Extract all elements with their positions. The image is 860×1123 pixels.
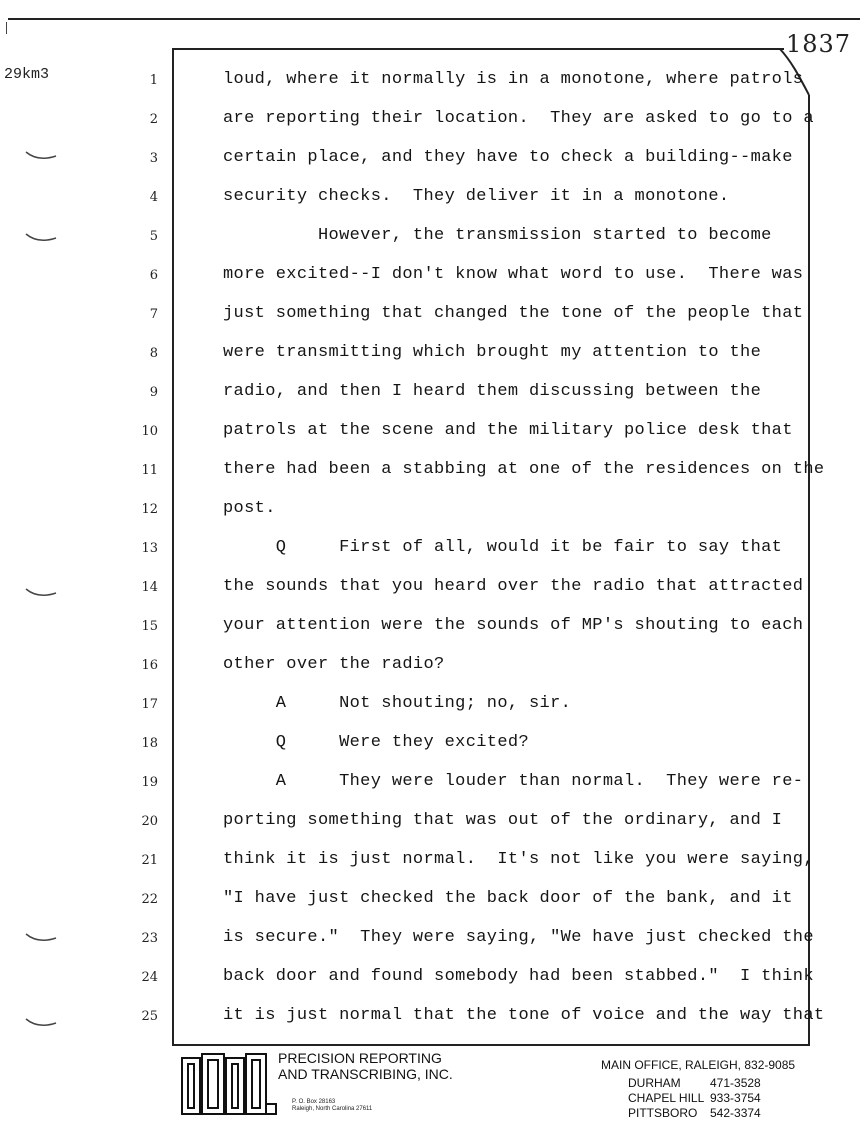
margin-punch-mark bbox=[24, 930, 60, 946]
line-number: 6 bbox=[149, 268, 158, 283]
transcript-line: security checks. They deliver it in a monotone. bbox=[223, 187, 730, 206]
transcript-line: back door and found somebody had been stabbed." I think bbox=[223, 967, 814, 986]
line-number: 20 bbox=[141, 814, 158, 829]
frame-top-border bbox=[172, 48, 784, 50]
address-line1: P. O. Box 28163 bbox=[292, 1099, 336, 1105]
office-phone: 471-3528 bbox=[710, 1076, 761, 1090]
office-city: PITTSBORO bbox=[628, 1106, 698, 1120]
transcript-line: just something that changed the tone of the people that bbox=[223, 304, 804, 323]
line-number: 10 bbox=[141, 424, 158, 439]
company-name-line1: PRECISION REPORTING bbox=[278, 1050, 442, 1066]
top-rule bbox=[8, 18, 860, 20]
line-number: 17 bbox=[141, 697, 158, 712]
transcript-line: more excited--I don't know what word to use. There was bbox=[223, 265, 804, 284]
office-phone: 542-3374 bbox=[710, 1106, 761, 1120]
line-number: 23 bbox=[141, 931, 158, 946]
line-number: 4 bbox=[149, 190, 158, 205]
margin-punch-mark bbox=[24, 585, 60, 601]
company-address bbox=[292, 1099, 372, 1113]
transcript-line: post. bbox=[223, 499, 276, 518]
transcript-line: are reporting their location. They are asked to go to a bbox=[223, 109, 814, 128]
transcript-line: porting something that was out of the ordinary, and I bbox=[223, 811, 783, 830]
transcript-line: think it is just normal. It's not like you were saying, bbox=[223, 850, 814, 869]
margin-punch-mark bbox=[24, 148, 60, 164]
office-city: CHAPEL HILL bbox=[628, 1091, 705, 1105]
main-office-phone: MAIN OFFICE, RALEIGH, 832-9085 bbox=[601, 1058, 796, 1072]
line-number: 8 bbox=[149, 346, 158, 361]
line-number: 12 bbox=[141, 502, 158, 517]
transcript-line: is secure." They were saying, "We have just checked the bbox=[223, 928, 814, 947]
line-number: 2 bbox=[149, 112, 158, 127]
margin-punch-mark bbox=[24, 230, 60, 246]
company-name bbox=[278, 1050, 453, 1082]
line-number: 18 bbox=[141, 736, 158, 751]
transcript-line: A Not shouting; no, sir. bbox=[223, 694, 572, 713]
transcript-line: it is just normal that the tone of voice and the way that bbox=[223, 1006, 825, 1025]
transcript-line: patrols at the scene and the military police desk that bbox=[223, 421, 793, 440]
line-number: 19 bbox=[141, 775, 158, 790]
line-number: 3 bbox=[149, 151, 158, 166]
transcript-line: However, the transmission started to become bbox=[223, 226, 772, 245]
address-line2: Raleigh, North Carolina 27611 bbox=[292, 1106, 373, 1112]
transcript-line: Q Were they excited? bbox=[223, 733, 529, 752]
line-number: 13 bbox=[141, 541, 158, 556]
line-number: 21 bbox=[141, 853, 158, 868]
line-number: 25 bbox=[141, 1009, 158, 1024]
transcript-line: your attention were the sounds of MP's shouting to each bbox=[223, 616, 804, 635]
transcript-line: loud, where it normally is in a monotone, where patrols bbox=[223, 70, 804, 89]
frame-bottom-border bbox=[172, 1044, 810, 1046]
company-name-line2: AND TRANSCRIBING, INC. bbox=[278, 1066, 453, 1082]
transcript-line: "I have just checked the back door of the bank, and it bbox=[223, 889, 793, 908]
company-logo bbox=[180, 1052, 280, 1118]
page-number: 1837 bbox=[786, 30, 852, 58]
logo-text: P&T bbox=[224, 1086, 236, 1092]
line-number: 11 bbox=[141, 463, 158, 478]
office-phone: 933-3754 bbox=[710, 1091, 761, 1105]
margin-punch-mark bbox=[24, 1015, 60, 1031]
transcript-line: radio, and then I heard them discussing between the bbox=[223, 382, 762, 401]
transcript-line: the sounds that you heard over the radio that attracted bbox=[223, 577, 804, 596]
line-number: 14 bbox=[141, 580, 158, 595]
transcript-line: A They were louder than normal. They were re- bbox=[223, 772, 804, 791]
transcript-line: were transmitting which brought my attention to the bbox=[223, 343, 762, 362]
transcript-line: certain place, and they have to check a building--make bbox=[223, 148, 793, 167]
office-city: DURHAM bbox=[628, 1076, 681, 1090]
line-number: 22 bbox=[141, 892, 158, 907]
transcript-line: other over the radio? bbox=[223, 655, 445, 674]
corner-tick-mark bbox=[6, 22, 7, 34]
transcript-line: Q First of all, would it be fair to say that bbox=[223, 538, 783, 557]
transcript-line: there had been a stabbing at one of the residences on the bbox=[223, 460, 825, 479]
line-number: 5 bbox=[149, 229, 158, 244]
line-number: 7 bbox=[149, 307, 158, 322]
line-number: 16 bbox=[141, 658, 158, 673]
file-code: 29km3 bbox=[4, 66, 50, 83]
line-number: 1 bbox=[149, 73, 158, 88]
line-number: 15 bbox=[141, 619, 158, 634]
frame-left-border bbox=[172, 48, 174, 1046]
line-number: 24 bbox=[141, 970, 158, 985]
line-number: 9 bbox=[149, 385, 158, 400]
